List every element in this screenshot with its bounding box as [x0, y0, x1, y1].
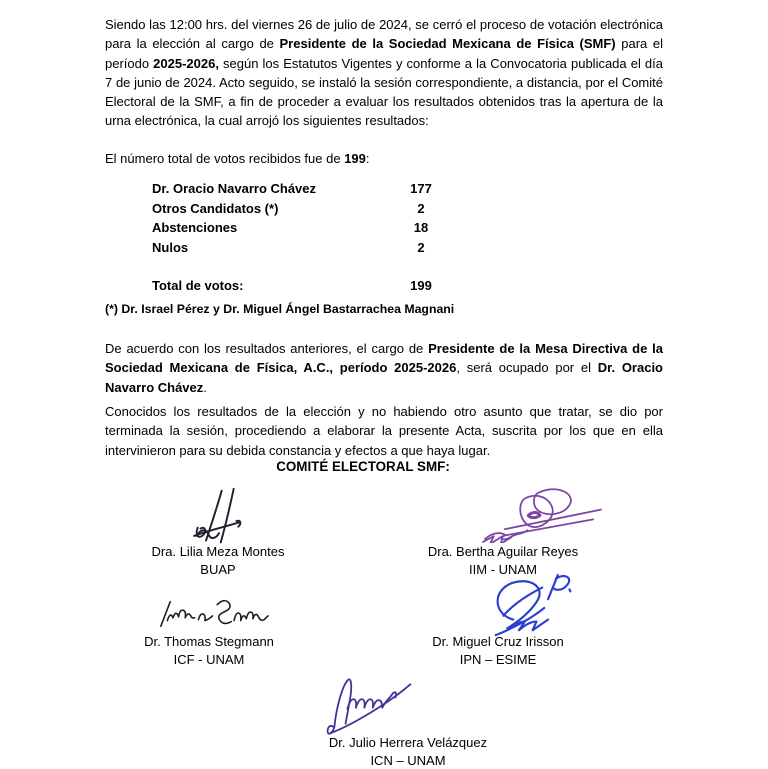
- opening-paragraph: Siendo las 12:00 hrs. del viernes 26 de julio de 2024, se cerró el proceso de votación electrónica para la elección al cargo de Presidente de la Sociedad Mexicana de Física (SMF) para el período 2025-2026, según los Estatutos Vigentes y conforme a la Convocatoria publicada el día 7 de junio de 2024. Acto seguido, se instaló la sesión correspondiente, a distancia, por el Comité Electoral de la SMF, a fin de proceder a evaluar los resultados obtenidos tras la apertura de la urna electrónica, la cual arrojó los siguientes resultados:: [105, 15, 663, 131]
- candidate-label: Dr. Oracio Navarro Chávez: [152, 181, 316, 196]
- signatory-affiliation: BUAP: [152, 561, 285, 579]
- signatory-affiliation: ICF - UNAM: [144, 651, 274, 669]
- signatory-name: Dr. Julio Herrera Velázquez: [329, 734, 487, 752]
- signature-miguel-cruz-icon: [483, 573, 587, 639]
- result-declaration-paragraph: De acuerdo con los resultados anteriores, el cargo de Presidente de la Mesa Directiva de la Sociedad Mexicana de Física, A.C., período 2025-2026, será ocupado por el Dr. Oracio Navarro Chávez.: [105, 339, 663, 397]
- signatory-block: [329, 734, 487, 769]
- table-row: [105, 220, 663, 240]
- vote-results-table: [105, 181, 663, 259]
- candidate-label: Nulos: [152, 240, 188, 255]
- signatory-affiliation: IPN – ESIME: [432, 651, 563, 669]
- candidate-votes: 18: [391, 220, 451, 235]
- candidate-votes: 177: [391, 181, 451, 196]
- total-label: Total de votos:: [152, 278, 243, 293]
- signatory-name: Dr. Thomas Stegmann: [144, 633, 274, 651]
- candidate-label: Otros Candidatos (*): [152, 201, 278, 216]
- total-value: 199: [391, 278, 451, 293]
- total-row: [105, 278, 663, 298]
- signatory-block: [152, 543, 285, 578]
- signature-bertha-aguilar-icon: [477, 486, 605, 543]
- signature-julio-herrera-icon: [322, 673, 418, 735]
- signature-thomas-stegmann-icon: [153, 599, 271, 630]
- candidate-label: Abstenciones: [152, 220, 237, 235]
- committee-heading: COMITÉ ELECTORAL SMF:: [276, 459, 450, 474]
- table-row: [105, 201, 663, 221]
- candidate-votes: 2: [391, 240, 451, 255]
- table-row: [105, 240, 663, 260]
- footnote: (*) Dr. Israel Pérez y Dr. Miguel Ángel Bastarrachea Magnani: [105, 302, 663, 317]
- signatory-block: [432, 633, 563, 668]
- signatory-affiliation: ICN – UNAM: [329, 752, 487, 769]
- signatory-name: Dra. Lilia Meza Montes: [152, 543, 285, 561]
- signatory-name: Dr. Miguel Cruz Irisson: [432, 633, 563, 651]
- signatory-name: Dra. Bertha Aguilar Reyes: [428, 543, 578, 561]
- signatory-affiliation: IIM - UNAM: [428, 561, 578, 579]
- total-votes-line: El número total de votos recibidos fue de 199:: [105, 149, 663, 168]
- table-row: [105, 181, 663, 201]
- signatory-block: [428, 543, 578, 578]
- signature-lilia-meza-icon: [190, 487, 246, 547]
- signatory-block: [144, 633, 274, 668]
- candidate-votes: 2: [391, 201, 451, 216]
- closing-paragraph: Conocidos los resultados de la elección y no habiendo otro asunto que tratar, se dio por terminada la sesión, procediendo a elaborar la presente Acta, suscrita por los que en ella intervinieron para su debida constancia y efectos a que haya lugar.: [105, 402, 663, 460]
